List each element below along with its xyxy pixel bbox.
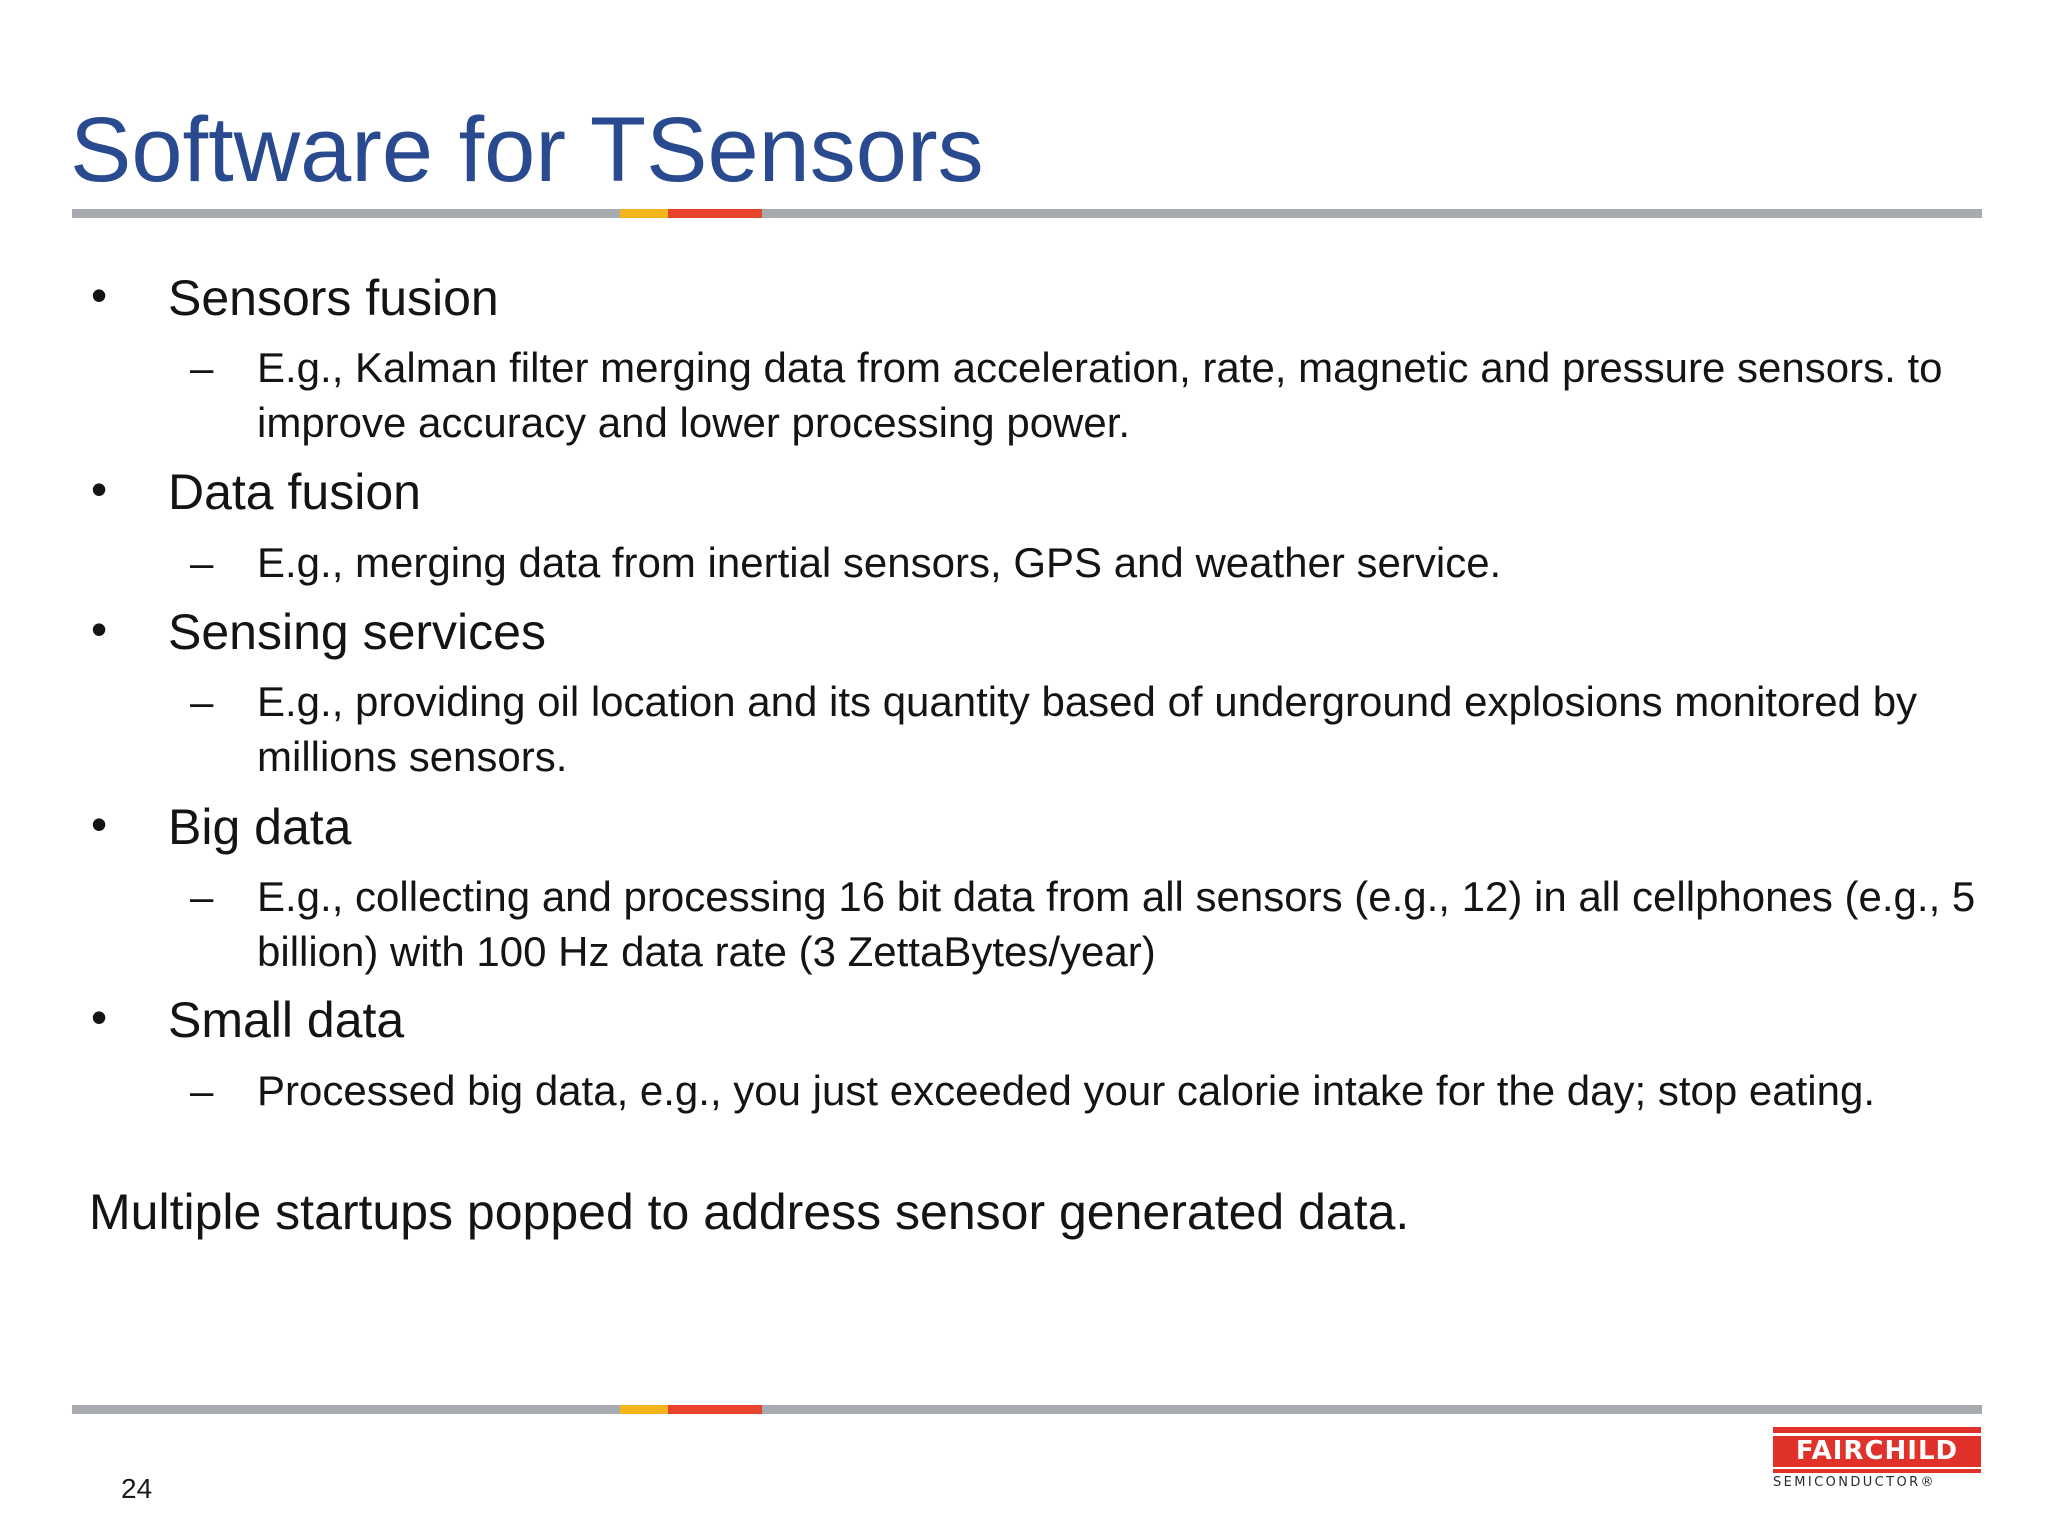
logo-bar-bottom [1773, 1469, 1981, 1473]
sub-dash: – [190, 344, 214, 391]
title-rule-accent-red [668, 209, 762, 218]
sub-text: E.g., collecting and processing 16 bit data from all sensors (e.g., 12) in all cellphones (e.g., 5 billion) with 100 Hz data rate (3 ZettaBytes/year) [257, 873, 1976, 975]
sub-text: Processed big data, e.g., you just exceeded your calorie intake for the day; stop eating. [257, 1067, 1875, 1114]
logo-tagline: SEMICONDUCTOR® [1773, 1475, 1936, 1490]
sub-dash: – [190, 873, 214, 920]
bullet-dot: • [91, 991, 108, 1043]
logo-bar-top [1773, 1427, 1981, 1433]
sub-text: E.g., Kalman filter merging data from acceleration, rate, magnetic and pressure sensors. to improve accuracy and lower processing power. [257, 344, 1943, 446]
sub-text: E.g., merging data from inertial sensors, GPS and weather service. [257, 539, 1502, 586]
bullet-text: Big data [168, 799, 352, 855]
bullet-text: Data fusion [168, 464, 421, 520]
page-number: 24 [121, 1473, 153, 1504]
closing-statement: Multiple startups popped to address sensor generated data. [89, 1184, 1410, 1240]
title-rule-accent-yellow [620, 209, 668, 218]
footer-rule-accent-red [668, 1405, 762, 1414]
footer-rule [72, 1405, 1982, 1414]
slide-title: Software for TSensors [70, 99, 984, 201]
footer-rule-accent-yellow [620, 1405, 668, 1414]
bullet-dot: • [91, 798, 108, 850]
logo-wordmark: FAIRCHILD [1773, 1436, 1981, 1467]
bullet-text: Sensing services [168, 604, 546, 660]
bullet-text: Small data [168, 992, 405, 1048]
fairchild-logo [1773, 1427, 1983, 1495]
sub-dash: – [190, 1067, 214, 1114]
sub-text: E.g., providing oil location and its quantity based of underground explosions monitored by millions sensors. [257, 678, 1918, 780]
title-rule [72, 209, 1982, 218]
bullet-dot: • [91, 269, 108, 321]
sub-dash: – [190, 539, 214, 586]
bullet-dot: • [91, 603, 108, 655]
bullet-text: Sensors fusion [168, 270, 499, 326]
bullet-dot: • [91, 463, 108, 515]
sub-dash: – [190, 678, 214, 725]
